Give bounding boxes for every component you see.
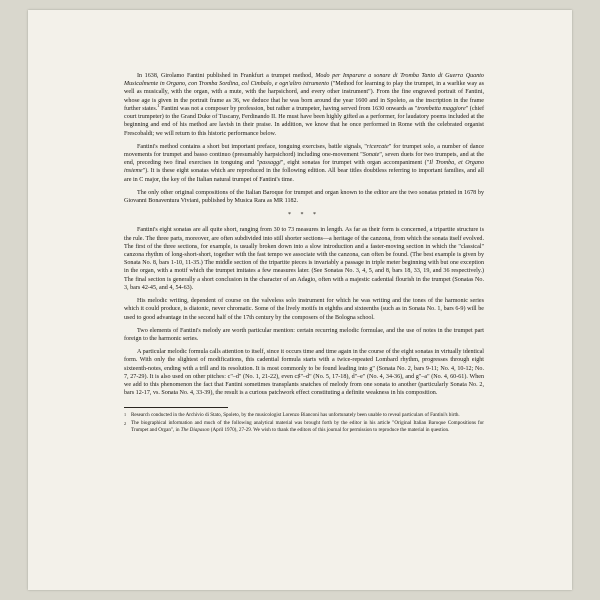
section-separator: * * * <box>288 212 320 219</box>
footnote-item <box>124 412 484 419</box>
footnote-text: The biographical information and much of the following analytical material was brought forth by the editor in his article "Original Italian Baroque Compositions for Trumpet and Organ", in The Diapason (April 1970), 27-29. We wish to thank the editors of this journal for permission to reproduce the material in question. <box>131 420 484 433</box>
footnote-text: Research conducted in the Archivio di Stato, Spoleto, by the musicologist Lorenzo Bianconi has unfortunately been unable to reveal particulars of Fantini's birth. <box>131 411 460 418</box>
paragraph-2: Fantini's method contains a short but important preface, tonguing exercises, battle signals, "ricercate" for trumpet solo, a number of dance movements for trumpet and basso continuo (presumably harpsichord) including one-movement "Sonate", seven duets for two trumpets, and at the end, preceding two final exercises in tonguing and "passaggi", eight sonatas for trumpet with organ accompaniment ("Il Tromba, et Organo insieme"). It is these eight sonatas which are reproduced in the following edition. All bear titles doubtless referring to important families, and all are in C major, the key of the Italian natural trumpet of Fantini's time. <box>124 143 484 183</box>
paragraph-4: Fantini's eight sonatas are all quite short, ranging from 30 to 73 measures in length. As far as their form is concerned, a tripartite structure is the rule. The three parts, moreover, are often subdivided into still shorter sections—a heritage of the canzona, from which the sonata itself evolved. The first of the three sections, for example, is usually broken down into a slow introduction and a faster-moving section in which the "classical" canzona rhythm of long-short-short, together with the fast tempo we associate with the canzona, can often be found. (The best example is given by Sonata No. 8, bars 1-10, 11-35.) The middle section of the tripartite pieces is invariably a passage in triple meter beginning with but one exception in the organ, with a motif which the trumpet imitates a few measures later. (See Sonatas No. 3, 4, 5, and 8, bars 18, 33, 19, and 36 respectively.) The final section is generally a short conclusion in the character of an Adagio, often with a majestic cadential flourish in the trumpet (Sonatas No. 3, bars 42-45, and 4, 54-63). <box>124 227 484 291</box>
paragraph-5: His melodic writing, dependent of course on the valveless solo instrument for which he was writing and the tones of the harmonic series which it could produce, is diatonic, never chromatic. Some of the lively motifs in eighths and sixteenths (such as in Sonata No. 1, bars 6-9) will be used to good advantage in the second half of the 17th century by the composers of the Bologna school. <box>124 298 484 321</box>
footnote-marker: 2 <box>124 420 127 426</box>
text-column <box>124 72 484 435</box>
footnote-marker: 1 <box>124 412 127 418</box>
footnote-item <box>124 420 484 433</box>
document-page <box>28 10 572 590</box>
paragraph-7: A particular melodic formula calls attention to itself, since it occurs time and time again in the course of the eight sonatas in virtually identical form. With only the slightest of modifications, this cadential formula starts with a twice-repeated Lombard rhythm, progresses through eight sixteenth-notes, ending with a trill and its resolution. It is most commonly to be found leading into g" (Sonata No. 2, bars 9-11; No. 4, 10-12; No. 7, 27-29). It is also used on other pitches: c"–d" (No. 1, 21-22), even c♯"–d" (No. 5, 17-18), d"–e" (No. 4, 34-36), and g"–a" (No. 4, 60-61). When we add to this phenomenon the fact that Fantini sometimes transplants snatches of melody from one sonata to another (particularly Sonata No. 2, bars 12-17, vs. Sonata No. 4, 33-39), the result is a curious patchwork effect constituting a definite weakness in his composition. <box>124 349 484 397</box>
paragraph-6: Two elements of Fantini's melody are worth particular mention: certain recurring melodic formulae, and the use of notes in the trumpet part foreign to the harmonic series. <box>124 327 484 342</box>
paragraph-1: In 1638, Girolamo Fantini published in Frankfurt a trumpet method, Modo per Imparare a sonare di Tromba Tanto di Guerra Quanto Musicalmente in Organo, con Tromba Sordina, col Cimbalo, e ogn'altro istrumento ("Method for learning to play the trumpet, in a warlike way as well as musically, with the organ, with a mute, with the harpsichord, and every other instrument"). From the fine engraved portrait of Fantini, whose age is given in the portrait frame as 36, we deduce that he was born around the year 1600 and in Spoleto, as the inscription in the frame further states.$^1$ Fantini was not a composer by profession, but rather a trumpeter, having served from 1630 onwards as "trombetta maggiore" (chief court trumpeter) to the Grand Duke of Tuscany, Ferdinando II. He must have been highly gifted as a performer, for laudatory poems included at the beginning and end of his method are lavish in their praise. In addition, we know that he once performed in Rome with the celebrated organist Frescobaldi; we will return to this historic performance below. <box>124 73 484 137</box>
paragraph-3: The only other original compositions of the Italian Baroque for trumpet and organ known to the editor are the two sonatas printed in 1678 by Giovanni Bonaventura Viviani, published by Musica Rara as MR 1182. <box>124 189 484 205</box>
footnote-list <box>124 412 484 434</box>
footnote-rule <box>124 407 228 408</box>
